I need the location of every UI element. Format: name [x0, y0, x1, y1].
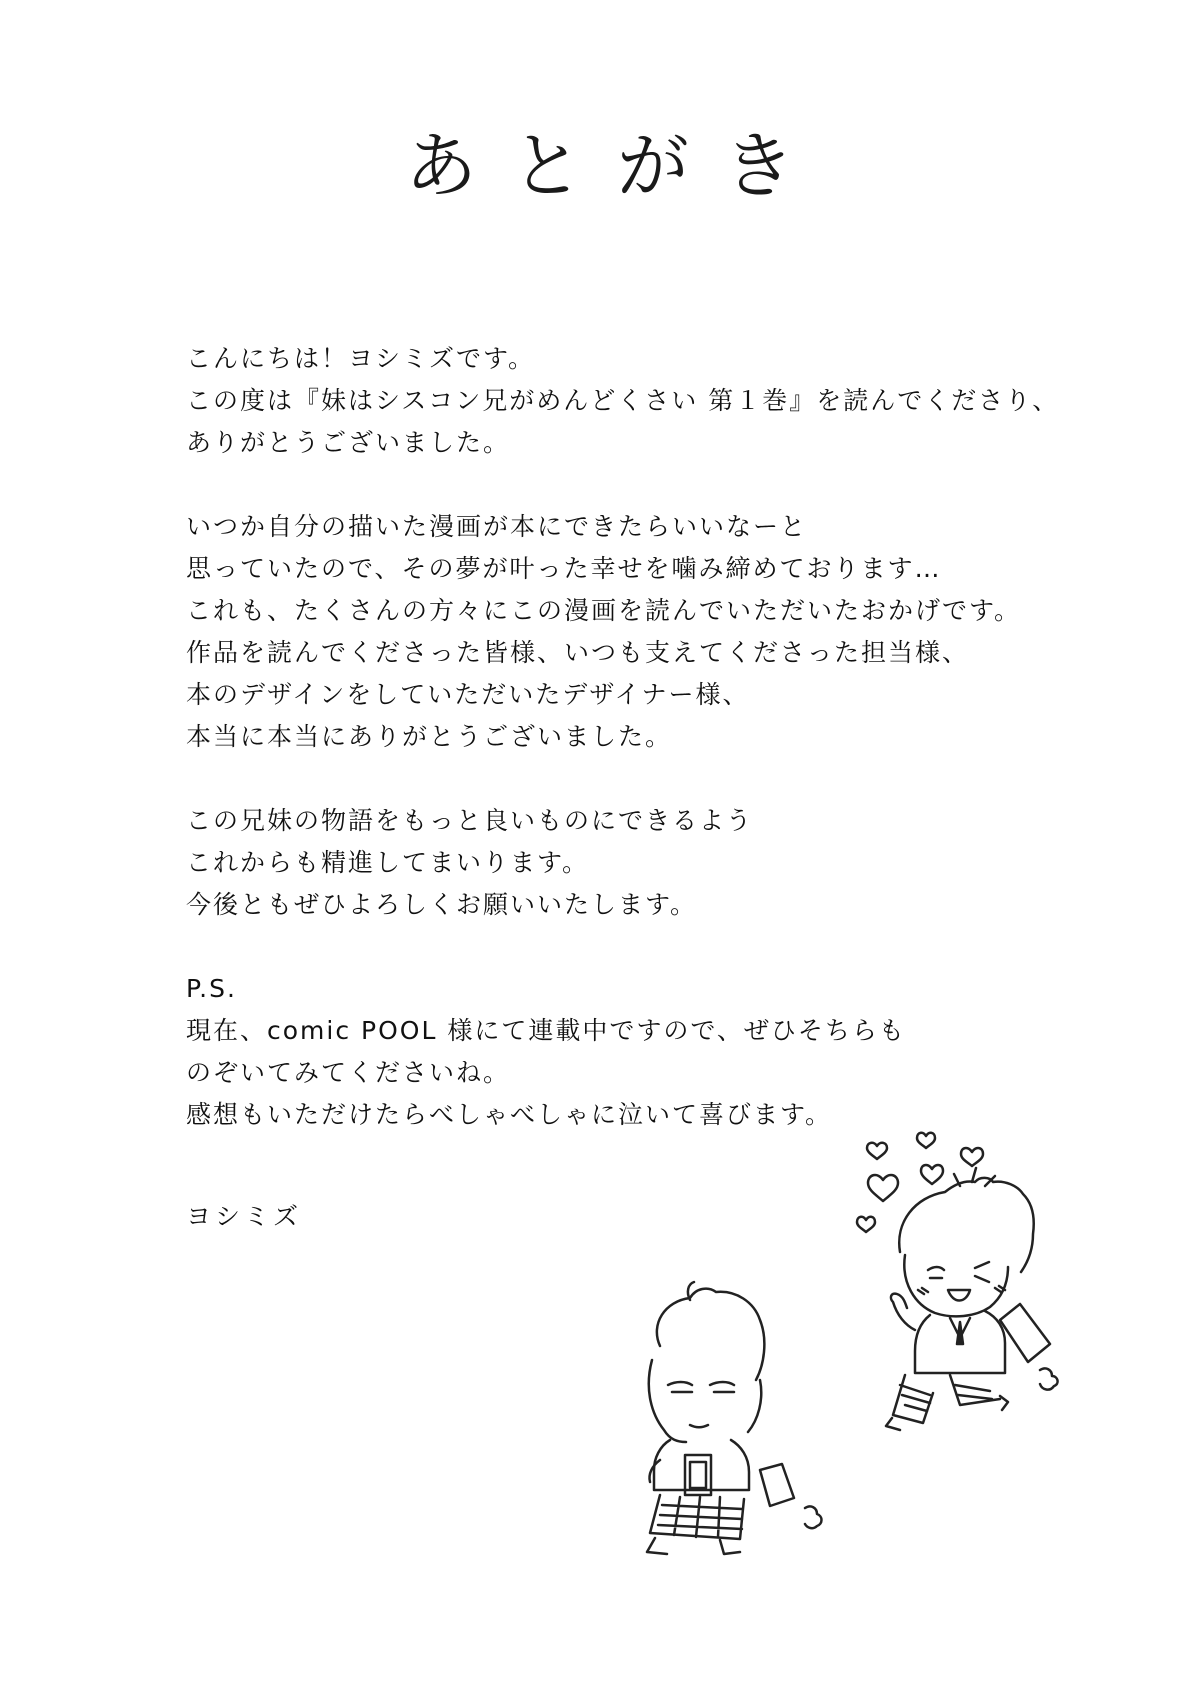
text-line: この兄妹の物語をもっと良いものにできるよう	[186, 806, 754, 835]
brother-chibi	[886, 1168, 1058, 1430]
text-line: P.S.	[186, 974, 237, 1003]
text-line: いつか自分の描いた漫画が本にできたらいいなーと	[186, 512, 808, 541]
text-line: 本当に本当にありがとうございました。	[186, 722, 673, 751]
paragraph-future	[186, 800, 1086, 926]
page-title: あとがき	[404, 124, 829, 208]
text-line: 現在、comic POOL 様にて連載中ですので、ぜひそちらも	[186, 1016, 906, 1045]
text-line: 思っていたので、その夢が叶った幸せを噛み締めております…	[186, 554, 942, 583]
sister-chibi	[647, 1282, 822, 1554]
text-line: この度は『妹はシスコン兄がめんどくさい 第１巻』を読んでくださり、	[186, 386, 1060, 415]
paragraph-greeting	[186, 338, 1086, 464]
text-line: 今後ともぜひよろしくお願いいたします。	[186, 890, 698, 919]
heart-icon	[857, 1217, 875, 1232]
text-line: ありがとうございました。	[186, 428, 511, 457]
heart-icon	[868, 1175, 898, 1201]
text-line: 本のデザインをしていただいたデザイナー様、	[186, 680, 750, 709]
text-line: 作品を読んでくださった皆様、いつも支えてくださった担当様、	[186, 638, 970, 667]
text-line: これも、たくさんの方々にこの漫画を読んでいただいたおかげです。	[186, 596, 1022, 625]
paragraph-ps	[186, 968, 1086, 1136]
text-line: これからも精進してまいります。	[186, 848, 590, 877]
signature: ヨシミズ	[186, 1202, 303, 1231]
text-line: 感想もいただけたらべしゃべしゃに泣いて喜びます。	[186, 1100, 833, 1129]
text-line: のぞいてみてくださいね。	[186, 1058, 511, 1087]
paragraph-thanks	[186, 506, 1086, 758]
afterword-body	[186, 338, 1086, 1178]
text-line: こんにちは！ヨシミズです。	[186, 344, 536, 373]
